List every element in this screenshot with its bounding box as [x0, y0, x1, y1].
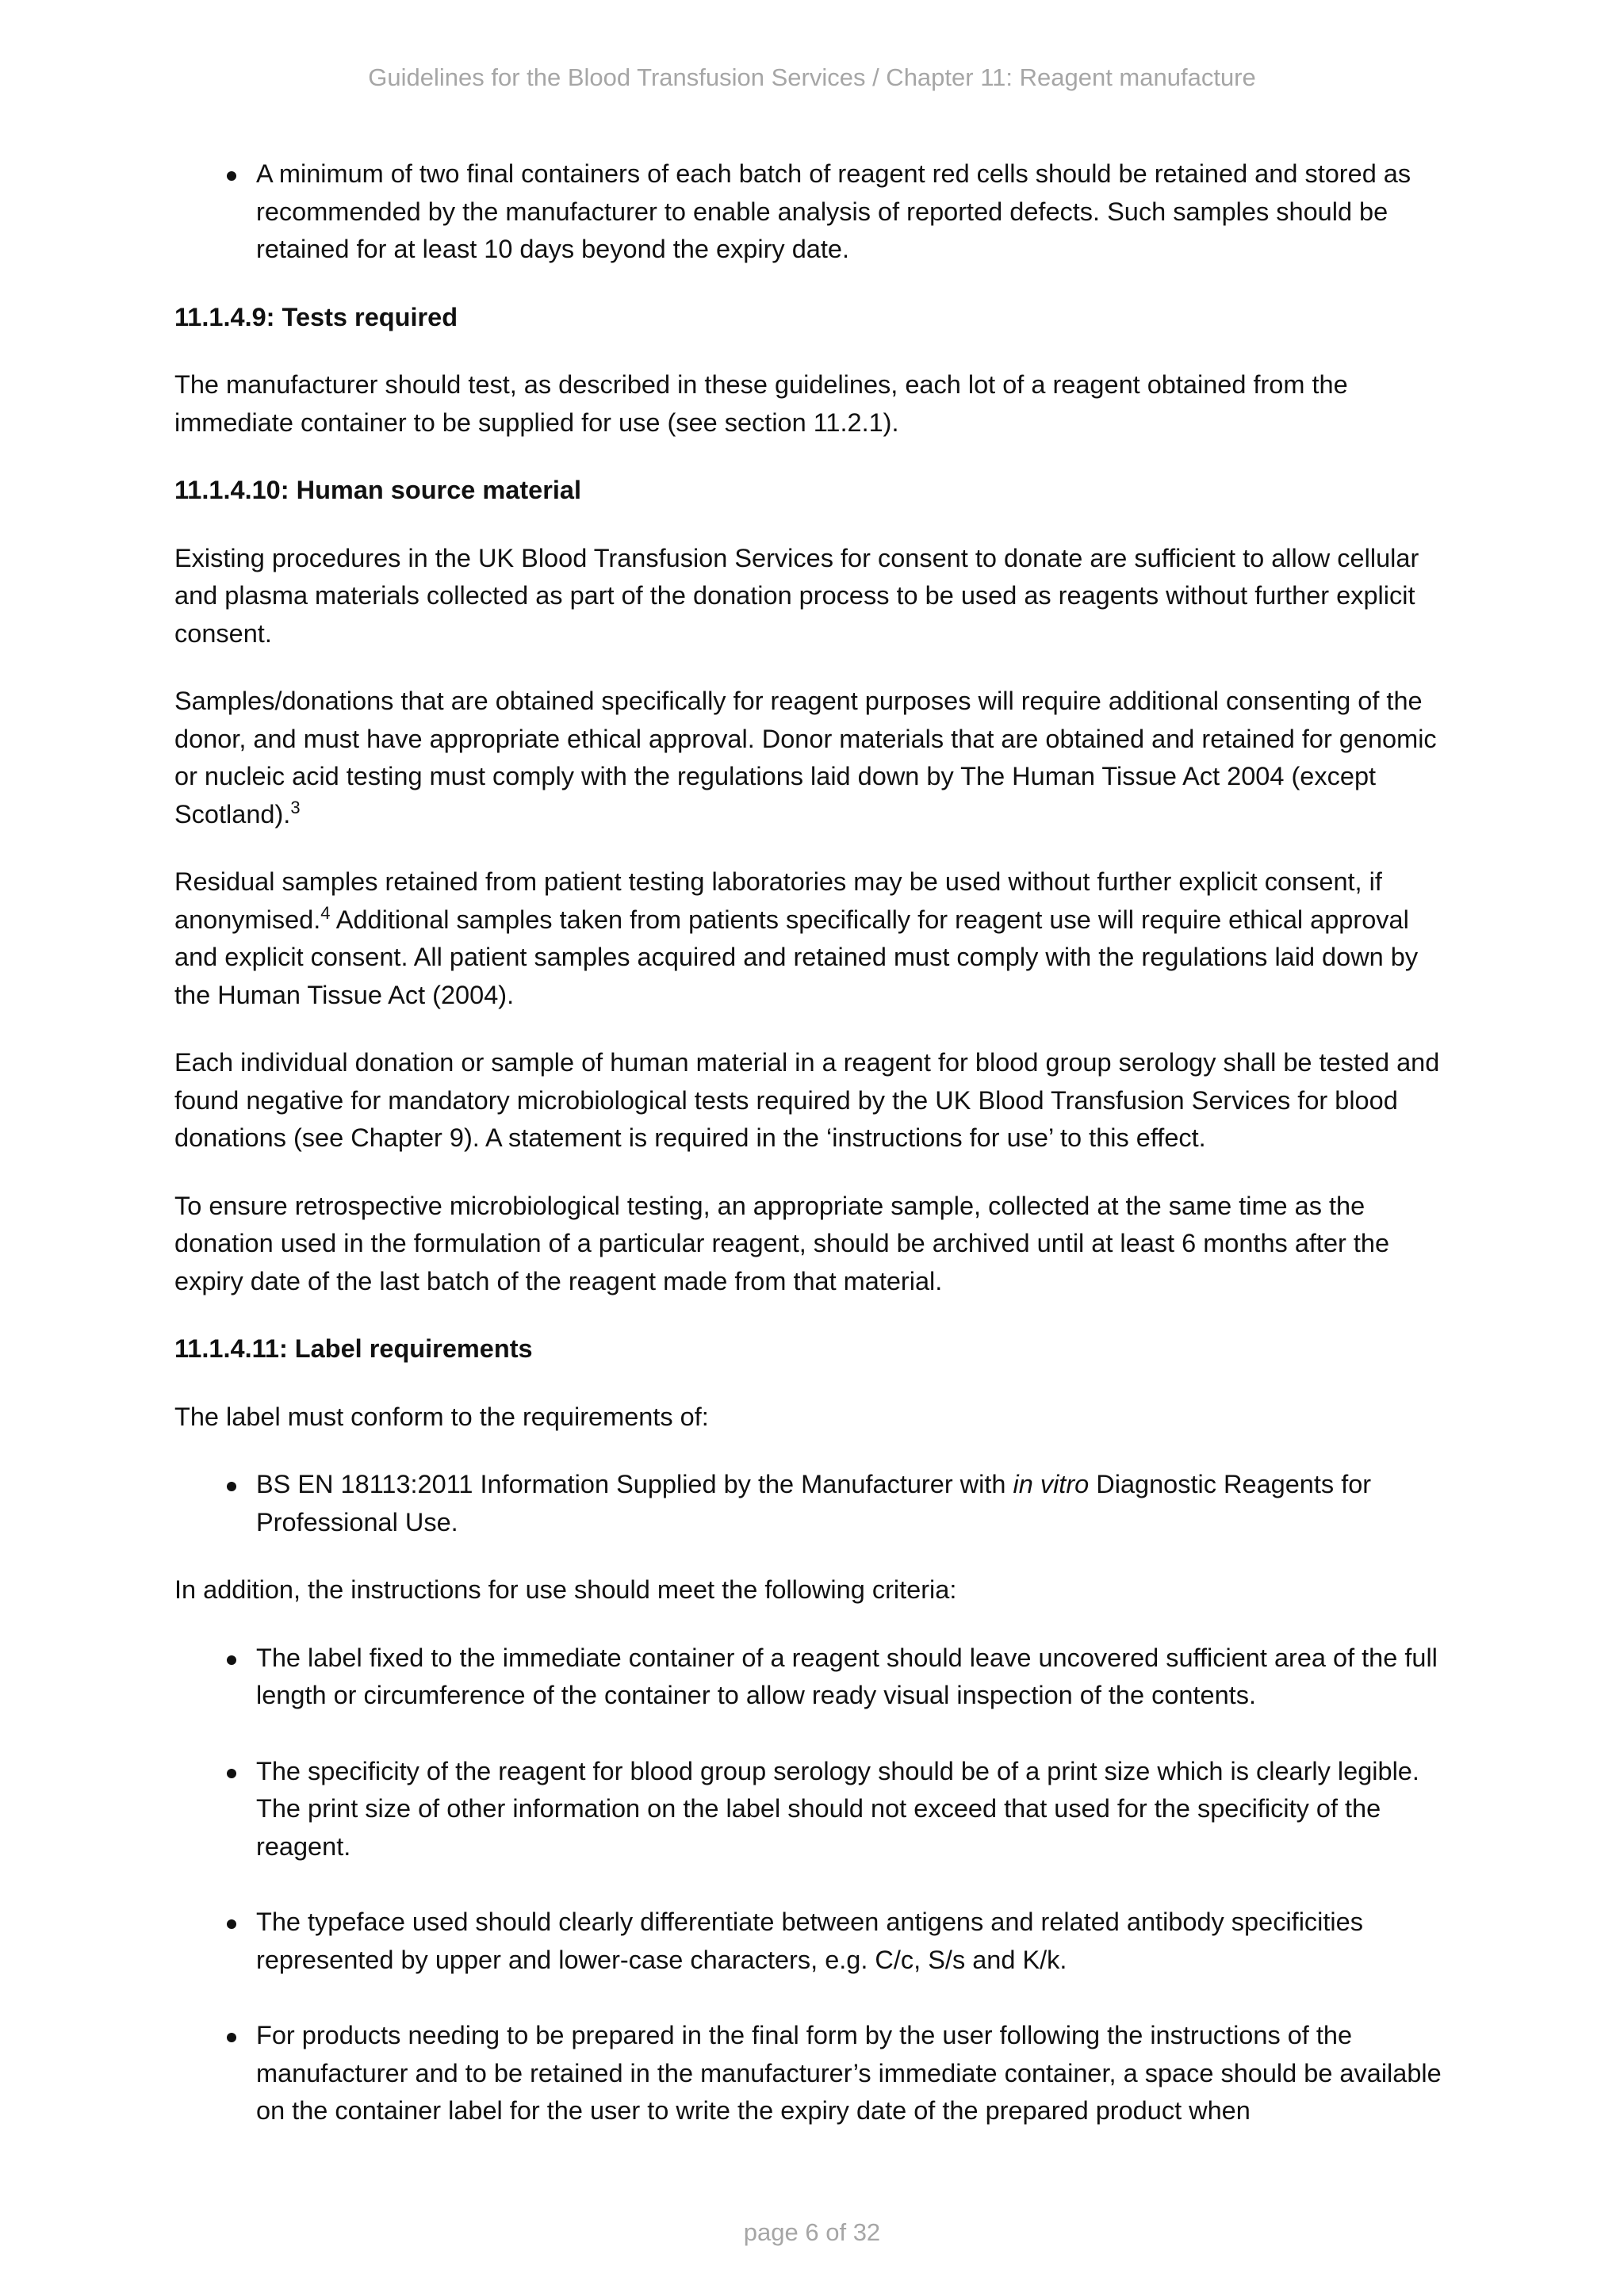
bullet-icon [227, 1769, 236, 1778]
page-number: page 6 of 32 [743, 2218, 881, 2246]
paragraph [174, 863, 1451, 1014]
criteria-bullet-list [174, 1640, 1451, 2130]
paragraph: Each individual donation or sample of human material in a reagent for blood group serology shall be tested and found negative for mandatory microbiological tests required by the UK Blood Transfusion Services for blood donations (see Chapter 9). A statement is required in the ‘instructions for use’ to this effect. [174, 1048, 1440, 1152]
paragraph: In addition, the instructions for use should meet the following criteria: [174, 1575, 957, 1604]
paragraph-text: Samples/donations that are obtained specifically for reagent purposes will require additional consenting of the donor, and must have appropriate ethical approval. Donor materials that are obtained and retained for genomic or nucleic acid testing must comply with the regulations laid down by The Human Tissue Act 2004 (except Scotland). [174, 687, 1437, 828]
list-item-text: Diagnostic Reagents for Professional Use. [256, 1470, 1372, 1536]
paragraph-text: Additional samples taken from patients specifically for reagent use will require ethical approval and explicit consent. All patient samples acquired and retained must comply with the regulations laid down by the Human Tissue Act (2004). [174, 905, 1419, 1009]
paragraph: The label must conform to the requirements of: [174, 1402, 709, 1431]
page-content [174, 155, 1451, 2160]
list-item [174, 1466, 1451, 1541]
list-item [174, 155, 1451, 269]
list-item [174, 1753, 1451, 1866]
list-item-text: BS EN 18113:2011 Information Supplied by the Manufacturer with [256, 1470, 1013, 1498]
retention-bullet-list [174, 155, 1451, 269]
section-heading-human-source-material: 11.1.4.10: Human source material [174, 476, 582, 504]
list-item-text-italic: in vitro [1013, 1470, 1090, 1498]
list-item [174, 1640, 1451, 1715]
paragraph: Existing procedures in the UK Blood Transfusion Services for consent to donate are sufficient to allow cellular and plasma materials collected as part of the donation process to be used as reagents without further explicit consent. [174, 543, 1419, 648]
bullet-icon [227, 1482, 236, 1491]
paragraph-text: Residual samples retained from patient testing laboratories may be used without further explicit consent, if anonymised. [174, 867, 1382, 934]
list-item-text: For products needing to be prepared in the final form by the user following the instructions of the manufacturer and to be retained in the manufacturer’s immediate container, a space should be available on the container label for the user to write the expiry date of the prepared product when [256, 2021, 1442, 2125]
paragraph: To ensure retrospective microbiological testing, an appropriate sample, collected at the same time as the donation used in the formulation of a particular reagent, should be archived until at least 6 months after the expiry date of the last batch of the reagent made from that material. [174, 1191, 1390, 1295]
paragraph [174, 683, 1451, 833]
list-item [174, 1904, 1451, 1979]
footnote-ref[interactable]: 4 [320, 902, 331, 923]
standards-bullet-list [174, 1466, 1451, 1541]
bullet-icon [227, 1655, 236, 1665]
bullet-icon [227, 1919, 236, 1929]
section-heading-tests-required: 11.1.4.9: Tests required [174, 302, 458, 331]
list-item-text: The typeface used should clearly differentiate between antigens and related antibody specificities represented by upper and lower-case characters, e.g. C/c, S/s and K/k. [256, 1908, 1363, 1974]
list-item-text: A minimum of two final containers of each batch of reagent red cells should be retained and stored as recommended by the manufacturer to enable analysis of reported defects. Such samples should be retained for at least 10 days beyond the expiry date. [256, 159, 1411, 263]
list-item-text: The label fixed to the immediate container of a reagent should leave uncovered sufficient area of the full length or circumference of the container to allow ready visual inspection of the contents. [256, 1643, 1438, 1709]
section-heading-label-requirements: 11.1.4.11: Label requirements [174, 1334, 533, 1363]
footnote-ref[interactable]: 3 [290, 797, 301, 817]
list-item [174, 2017, 1451, 2130]
paragraph: The manufacturer should test, as described in these guidelines, each lot of a reagent obtained from the immediate container to be supplied for use (see section 11.2.1). [174, 370, 1348, 437]
running-header: Guidelines for the Blood Transfusion Services / Chapter 11: Reagent manufacture [368, 63, 1256, 91]
list-item-text: The specificity of the reagent for blood group serology should be of a print size which is clearly legible. The print size of other information on the label should not exceed that used for the specificity of the reagent. [256, 1756, 1419, 1861]
bullet-icon [227, 2033, 236, 2042]
bullet-icon [227, 171, 236, 181]
